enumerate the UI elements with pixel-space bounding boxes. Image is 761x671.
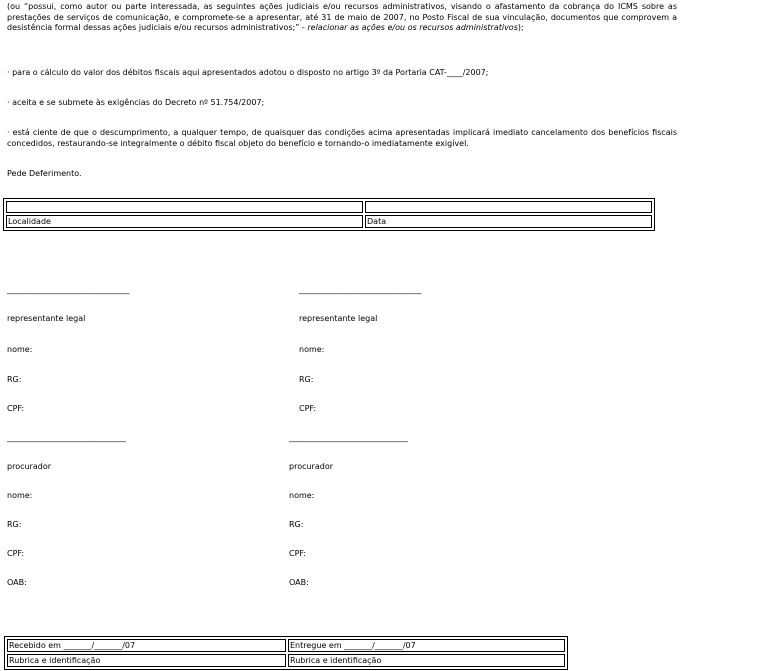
paragraph-legal-actions-end: ); [517, 23, 524, 32]
representative-cpf-left: CPF: [7, 404, 25, 413]
delivered-on-cell: Entregue em _______/_______/07 [288, 639, 565, 652]
attorney-signature-line-right: ________________________________ [289, 433, 408, 442]
closing-request: Pede Deferimento. [7, 169, 82, 178]
receipt-table [4, 636, 568, 670]
receipt-initials-row [7, 654, 565, 667]
attorney-rg-right: RG: [289, 520, 304, 529]
representative-cpf-right: CPF: [299, 404, 317, 413]
paragraph-calculation: · para o cálculo do valor dos débitos fiscais aqui apresentados adotou o disposto no artigo 3º da Portaria CAT-____/2007; [7, 68, 489, 77]
attorney-cpf-left: CPF: [7, 549, 25, 558]
attorney-oab-left: OAB: [7, 578, 27, 587]
representative-name-left: nome: [7, 345, 33, 354]
attorney-cpf-right: CPF: [289, 549, 307, 558]
attorney-title-left: procurador [7, 462, 52, 471]
representative-signature-line-right: _________________________________ [299, 285, 422, 294]
paragraph-decree: · aceita e se submete às exigências do Decreto nº 51.754/2007; [7, 98, 265, 107]
attorney-name-left: nome: [7, 491, 33, 500]
receipt-date-row [7, 639, 565, 652]
attorney-signature-line-left: ________________________________ [7, 433, 126, 442]
initials-left-cell: Rubrica e identificação [7, 654, 286, 667]
place-date-table [3, 198, 655, 231]
representative-name-right: nome: [299, 345, 325, 354]
paragraph-legal-actions-instruction: relacionar as ações e/ou os recursos administrativos [307, 23, 518, 32]
paragraph-legal-actions [7, 2, 677, 34]
paragraph-noncompliance: · está ciente de que o descumprimento, a qualquer tempo, de quaisquer das condições acima apresentadas implicará imediato cancelamento dos benefícios fiscais concedidos, restaurando-se integralmente o débito fiscal objeto do benefício e tornando-o imediatamente exigível. [7, 128, 677, 148]
representative-rg-left: RG: [7, 375, 22, 384]
attorney-rg-left: RG: [7, 520, 22, 529]
initials-right-cell: Rubrica e identificação [288, 654, 565, 667]
locality-label: Localidade [6, 215, 363, 228]
attorney-oab-right: OAB: [289, 578, 309, 587]
date-label: Data [365, 215, 652, 228]
representative-title-right: representante legal [299, 314, 378, 323]
received-on-cell: Recebido em _______/_______/07 [7, 639, 286, 652]
representative-rg-right: RG: [299, 375, 314, 384]
place-date-label-row [6, 215, 652, 228]
paragraph-legal-actions-text: (ou “possui, como autor ou parte interessada, as seguintes ações judiciais e/ou recursos administrativos, visando o afastamento da cobrança do ICMS sobre as prestações de serviços de comunicação, e compromete-se a apresentar, até 31 de maio de 2007, no Posto Fiscal de sua vinculação, documentos que comprovem a desistência formal dessas ações judiciais e/ou recursos administrativos;” - [7, 2, 677, 32]
attorney-title-right: procurador [289, 462, 334, 471]
representative-title-left: representante legal [7, 314, 86, 323]
attorney-name-right: nome: [289, 491, 315, 500]
locality-cell[interactable] [6, 201, 363, 213]
representative-signature-line-left: _________________________________ [7, 285, 130, 294]
place-date-input-row [6, 201, 652, 213]
date-cell[interactable] [365, 201, 652, 213]
